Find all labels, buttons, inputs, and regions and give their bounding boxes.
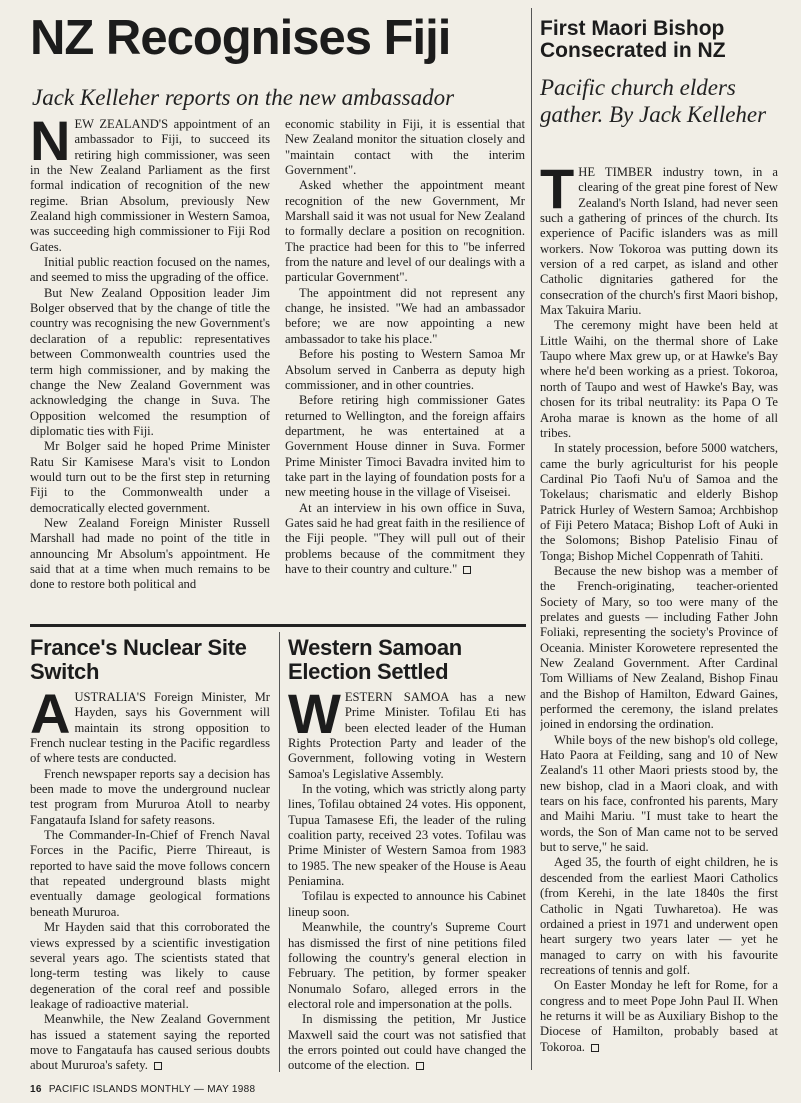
paragraph: economic stability in Fiji, it is essential that New Zealand monitor the situation closely and "maintain contact with the interim Government". (285, 117, 525, 178)
samoa-headline: Western Samoan Election Settled (288, 635, 462, 684)
paragraph: At an interview in his own office in Suva, Gates said he had great faith in the resilience of the Fiji people. "They will pull out of their problems because of the commitment they have to their country and culture." (285, 500, 525, 576)
main-article-column-1 (30, 117, 270, 615)
paragraph: Before his posting to Western Samoa Mr Absolum served in Canberra as deputy high commissioner, and in other countries. (285, 347, 525, 392)
paragraph: Aged 35, the fourth of eight children, he is descended from the earliest Maori Catholics (from Kerehi, in the late 1840s the first Catholic in Ngati Tuwharetoa). He was ordained a priest in 1971 and underwent open heart surgery two years later — yet he managed to carry on with his favourite recreations of tennis and golf. (540, 855, 778, 977)
paragraph: USTRALIA'S Foreign Minister, Mr Hayden, says his Government will maintain its strong opposition to French nuclear testing in the Pacific regardless of where tests are conducted. (30, 690, 270, 766)
column-divider (279, 632, 280, 1072)
bishop-article (540, 165, 778, 1073)
end-of-story-mark (463, 566, 471, 574)
dropcap: W (288, 690, 341, 745)
bishop-deck: Pacific church elders gather. By Jack Kelleher (540, 75, 767, 127)
paragraph: In the voting, which was strictly along party lines, Tofilau obtained 24 votes. His opponent, Tupua Tamasese Efi, the leader of the ruling coalition party, received 23 votes. Tofilau was Prime Minister of Western Samoa from 1983 to 1985. The new speaker of the House is Aeau Peniamina. (288, 782, 526, 889)
paragraph: French newspaper reports say a decision has been made to move the underground nuclear test program from Mururoa Atoll to nearby Fangataufa Island for safety reasons. (30, 766, 270, 827)
paragraph: Meanwhile, the country's Supreme Court has dismissed the first of nine petitions filed following the country's general election in February. The petition, by former speaker Nonumalo Sofaro, alleged errors in the electoral role and impersonation at the polls. (288, 920, 526, 1011)
column-divider (531, 8, 532, 1070)
paragraph: While boys of the new bishop's old college, Hato Paora at Feilding, sang and 10 of New Zealand's 11 other Maori priests stood by, the new bishop, clad in a Maori cloak, and with tears on his face, confronted his parents, Mary and Maihi Mariu. "I must take to heart the words, the Son of Man came not to be served but to serve," he said. (540, 732, 778, 855)
paragraph: Asked whether the appointment meant recognition of the new Government, Mr Marshall said it was not usual for New Zealand to formally declare a position on recognition. The practice had been for this to "be inferred from the nature and level of our dealings with a particular Government". (285, 178, 525, 285)
main-deck: Jack Kelleher reports on the new ambassador (32, 85, 455, 110)
paragraph: But New Zealand Opposition leader Jim Bolger observed that by the change of title the country was recognising the new Government's declaration of a republic: representatives between Commonwealth countries used the term high commissioner, and by making the change the New Zealand Government was acknowledging the change in Suva. The Opposition welcomed the resumption of diplomatic ties with Fiji. (30, 285, 270, 438)
paragraph: Because the new bishop was a member of the French-originating, teacher-oriented Society of Mary, so too were many of the prelates and guests — including Father John Foliaki, representing the society's Province of Oceania. Minister Korowetere represented the New Zealand Government. After Cardinal Tom Williams of New Zealand, Bishop Finau and the Bishop of Hamilton, Edward Gaines, performed the ceremony, the island prelates joined in endorsing the ordination. (540, 563, 778, 732)
dropcap: T (540, 165, 575, 220)
publication-line: PACIFIC ISLANDS MONTHLY — MAY 1988 (48, 1084, 256, 1095)
page-number: 16 (30, 1084, 42, 1095)
samoa-article (288, 690, 526, 1073)
paragraph: ESTERN SAMOA has a new Prime Minister. Tofilau Eti has been elected leader of the Human Rights Protection Party and leader of the Government, following voting in Western Samoa's Legislative Assembly. (288, 690, 526, 781)
main-article-column-2 (285, 117, 525, 617)
paragraph: Mr Hayden said that this corroborated the views expressed by a scientific investigation several years ago. The scientists stated that long-term testing was likely to cause degeneration of the coral reef and possible leakage of radioactive material. (30, 920, 270, 1011)
page-footer (30, 1084, 255, 1095)
paragraph: Mr Bolger said he hoped Prime Minister Ratu Sir Kamisese Mara's visit to London would turn out to be the first step in returning Fiji to the Commonwealth under a democratically elected government. (30, 439, 270, 515)
end-of-story-mark (154, 1062, 162, 1070)
paragraph: The Commander-In-Chief of French Naval Forces in the Pacific, Pierre Thireaut, is reported to have said the move follows concern that repeated underground blasts might eventually damage geological formations beneath Mururoa. (30, 828, 270, 919)
end-of-story-mark (591, 1044, 599, 1052)
paragraph: Meanwhile, the New Zealand Government has issued a statement saying the reported move to Fangataufa has caused serious doubts about Mururoa's safety. (30, 1012, 270, 1073)
france-article (30, 690, 270, 1073)
section-divider (30, 624, 526, 627)
paragraph: Before retiring high commissioner Gates returned to Wellington, and the foreign affairs department, he was entertained at a Government House dinner in Suva. Former Prime Minister Timoci Bavadra invited him to take part in the laying of foundation posts for a new meeting house in the village of Viseisei. (285, 393, 525, 500)
paragraph: HE TIMBER industry town, in a clearing of the great pine forest of New Zealand's North Island, had never seen such a gathering of princes of the church. Its experience of Pacific islanders was as mill workers. Now Tokoroa was putting down its version of a red carpet, as island and other Catholic dignitaries gathered for the consecration of the church's first Maori bishop, Max Takuira Mariu. (540, 165, 778, 318)
dropcap: N (30, 117, 71, 172)
dropcap: A (30, 690, 71, 745)
paragraph: Tofilau is expected to announce his Cabinet lineup soon. (288, 889, 526, 919)
end-of-story-mark (416, 1062, 424, 1070)
paragraph: EW ZEALAND'S appointment of an ambassador to Fiji, to succeed its retiring high commissioner, was seen in the New Zealand Parliament as the first formal indication of recognition of the new regime. Brian Absolum, previously New Zealand high commissioner in Western Samoa, was succeeding high commissioner to Fiji Rod Gates. (30, 117, 270, 254)
bishop-headline: First Maori Bishop Consecrated in NZ (540, 17, 726, 62)
paragraph: On Easter Monday he left for Rome, for a congress and to meet Pope John Paul II. When he returns it will be as Auxiliary Bishop to the Diocese of Hamilton, probably based at Tokoroa. (540, 978, 778, 1054)
paragraph: The ceremony might have been held at Little Waihi, on the thermal shore of Lake Taupo where Max grew up, or at Hawke's Bay where he'd been working as a priest. Tokoroa, north of Taupo and west of Hawke's Bay, was chosen for its tribal neutrality: its Papa O Te Aroha marae is known as the home of all tribes. (540, 318, 778, 440)
paragraph: In dismissing the petition, Mr Justice Maxwell said the court was not satisfied that the errors pointed out could have changed the outcome of the election. (288, 1012, 526, 1073)
paragraph: New Zealand Foreign Minister Russell Marshall had made no point of the title in announcing Mr Absolum's appointment. He said that at a time when much remains to be done to restore both political and (30, 515, 270, 592)
france-headline: France's Nuclear Site Switch (30, 635, 247, 684)
main-headline: NZ Recognises Fiji (30, 11, 451, 65)
paragraph: The appointment did not represent any change, he insisted. "We had an ambassador before; we are now appointing a new ambassador to take his place." (285, 285, 525, 346)
paragraph: In stately procession, before 5000 watchers, came the burly agriculturist for his people Cardinal Pio Taofi Nu'u of Samoa and the Tokelaus; charismatic and elderly Bishop Patrick Hurley of Western Samoa; Archbishop of Fiji Petero Mataca; Bishop Loft of Auki in the Solomons; Bishop Patelisio Finau of Tonga; Bishop Michel Coppenrath of Tahiti. (540, 441, 778, 563)
paragraph: Initial public reaction focused on the names, and seemed to miss the upgrading of the office. (30, 255, 270, 285)
